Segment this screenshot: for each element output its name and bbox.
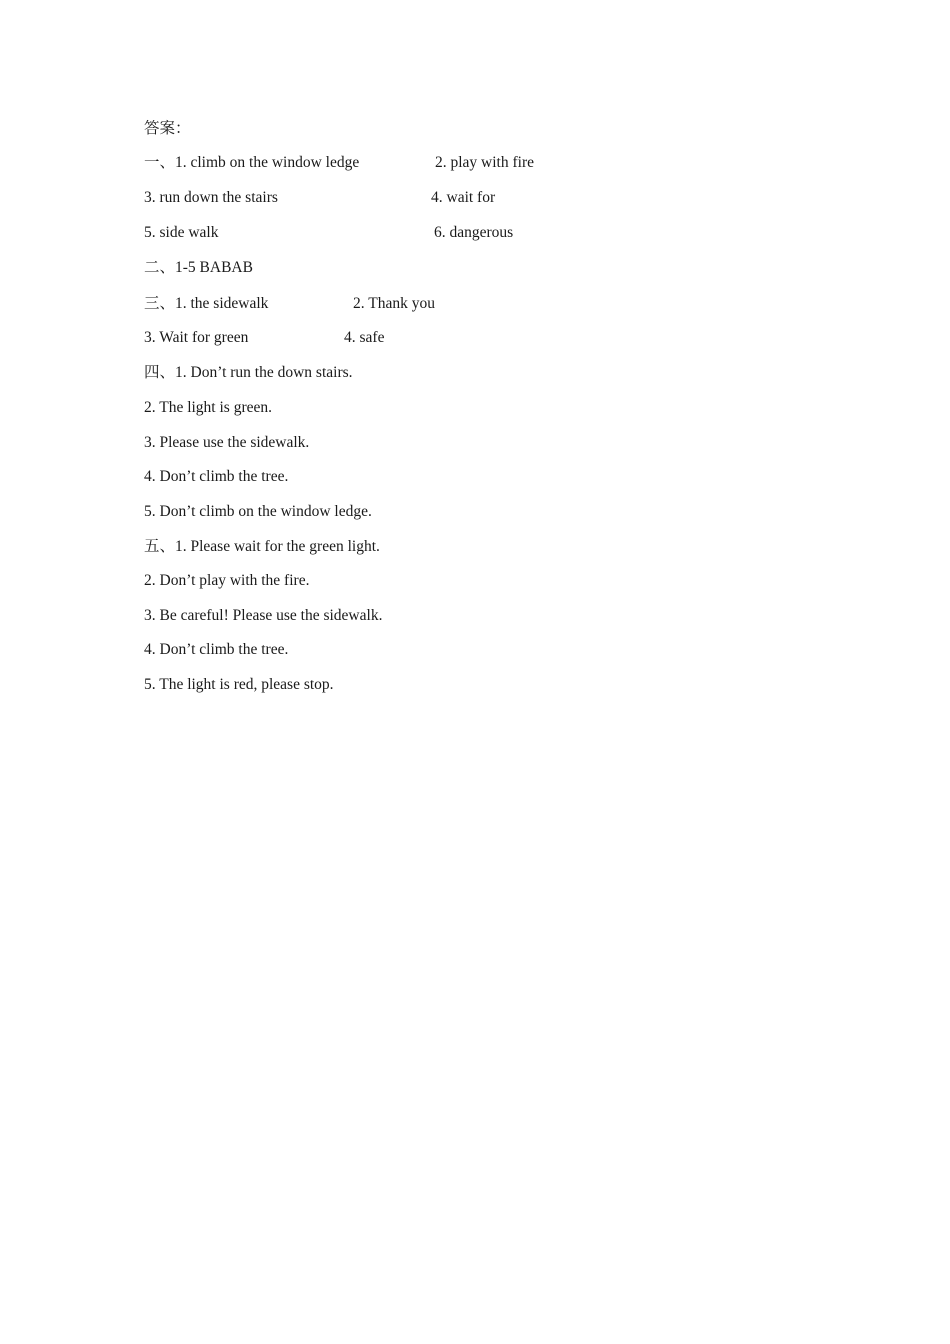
section1-item5: 5. side walk (144, 224, 219, 241)
section3-item1: 三、1. the sidewalk (144, 295, 269, 312)
section1-item1: 一、1. climb on the window ledge (144, 154, 360, 171)
section5-line: 五、1. Please wait for the green light. (144, 538, 380, 555)
answers-heading: 答案： (144, 120, 191, 137)
section1-item4: 4. wait for (431, 189, 496, 206)
section3-item3: 3. Wait for green (144, 329, 249, 346)
section2-answers: 二、1-5 BABAB (144, 259, 253, 276)
section4-line: 3. Please use the sidewalk. (144, 434, 310, 451)
section1-item3: 3. run down the stairs (144, 189, 278, 206)
section4-line: 4. Don’t climb the tree. (144, 468, 289, 485)
section4-line: 2. The light is green. (144, 399, 272, 416)
section5-line: 5. The light is red, please stop. (144, 676, 334, 693)
section3-item4: 4. safe (344, 329, 385, 346)
section5-line: 4. Don’t climb the tree. (144, 641, 289, 658)
section5-line: 3. Be careful! Please use the sidewalk. (144, 607, 383, 624)
section1-item6: 6. dangerous (434, 224, 514, 241)
section1-item2: 2. play with fire (435, 154, 535, 171)
section4-line: 5. Don’t climb on the window ledge. (144, 503, 372, 520)
section5-line: 2. Don’t play with the fire. (144, 572, 310, 589)
section3-item2: 2. Thank you (353, 295, 435, 312)
section4-line: 四、1. Don’t run the down stairs. (144, 364, 353, 381)
